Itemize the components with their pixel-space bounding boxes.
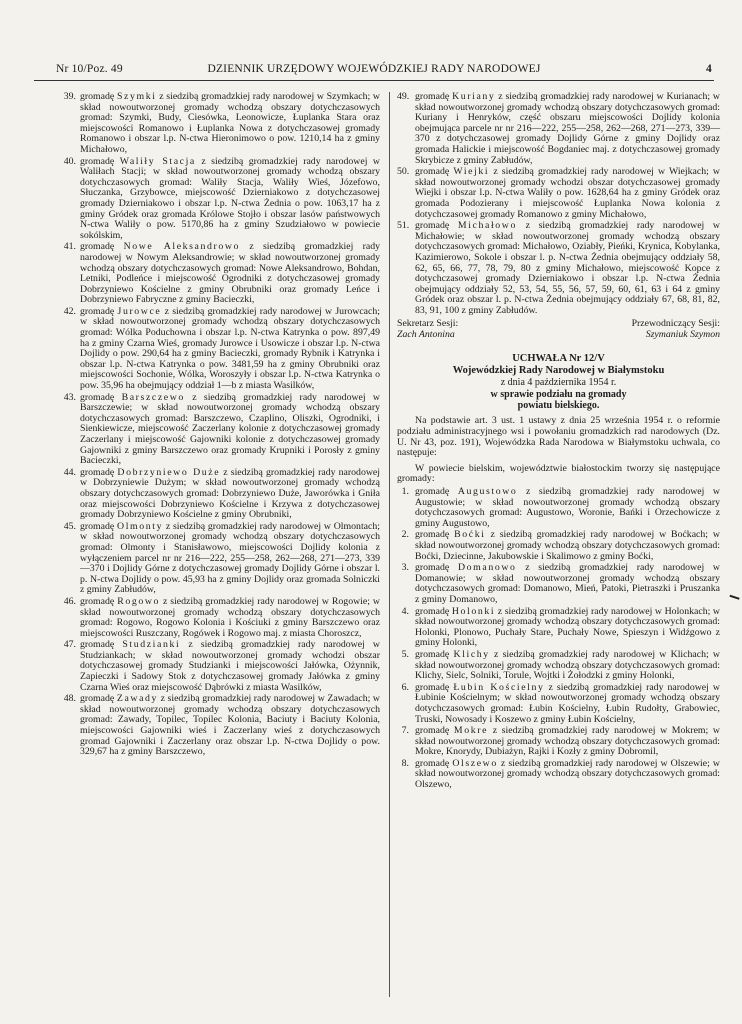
list-item xyxy=(54,307,380,392)
list-item xyxy=(54,157,380,242)
item-number: 5. xyxy=(401,648,409,660)
journal-title: DZIENNIK URZĘDOWY WOJEWÓDZKIEJ RADY NARODOWEJ xyxy=(207,63,541,75)
resolution-subtitle: Wojewódzkiej Rady Narodowej w Białymstoku xyxy=(452,365,665,377)
item-prefix: gromadę xyxy=(415,605,452,617)
secretary-signature xyxy=(397,319,458,340)
item-number: 40. xyxy=(63,155,76,167)
item-text: z siedzibą gromadzkiej rady narodowej w Kurianach; w skład nowoutworzonej gromady wchodzą obszary dotychczasowych gromad: Kuriany i Henryków, część obszaru miejscowości Dojlidy kolonia obejmująca parcele nr nr 216—222, 255—258, 262—268, 271—273, 339—370 z dotychczasowej gromady Dojlidy Górne z gminy Dojlidy oraz gromada Halickie i miejscowość Bogdaniec maj. z dotychczasowej gromady Skrybicze z gminy Zabłudów, xyxy=(415,91,720,166)
resolution-topic-line1: w sprawie podziału na gromady xyxy=(490,389,627,401)
gromada-name: Olmonty xyxy=(117,520,164,532)
item-number: 51. xyxy=(397,220,410,232)
gromada-name: Zawady xyxy=(116,693,159,705)
gromada-name: Rogowo xyxy=(117,595,161,607)
item-text: z siedzibą gromadzkiej rady narodowej w Klichach; w skład nowoutworzonej gromady wchodzą obszary dotychczasowych gromad: Klichy, Sielc, Solniki, Torule, Wojtki i Żołodzki z gminy Holonki, xyxy=(415,648,720,682)
item-text: z siedzibą gromadzkiej rady narodowej w Olszewie; w skład nowoutworzonej gromady wchodzą obszary dotychczasowych gromad: Olszewo, xyxy=(415,757,720,791)
chair-signature xyxy=(632,319,720,340)
issue-number: Nr 10/Poz. 49 xyxy=(56,63,123,75)
item-text: z siedzibą gromadzkiej rady narodowej w Waliłach Stacji; w skład nowoutworzonej gromady wchodzą obszary dotychczasowych gromad: Waliły Stacja, Waliły Wieś, Józefowo, Słuczanka, Grzybowce, miejscowość Dzierniakowo z dotychczasowej gromady Dzierniakowo i obszar l.p. N-ctwa Żednia o pow. 1063,17 ha z gminy Gródek oraz gromada Królowe Stojło i obszar lasów państwowych N-ctwa Waliły o pow. 5170,86 ha z gminy Szudziałowo w powiecie sokólskim, xyxy=(80,155,380,241)
list-item xyxy=(397,221,720,316)
secretary-title: Sekretarz Sesji: xyxy=(397,318,459,330)
item-text: z siedzibą gromadzkiej rady narodowej w Nowym Aleksandrowie; w skład nowoutworzonej gromady wchodzą obszary dotychczasowych gromad: Nowe Aleksandrowo, Bohdan, Letniki, Podleńce i miejscowość Ogrodniki z dotychczasowej gromady Dobrzyniewo Kościelne z gminy Obrubniki oraz gromady Leńce i Dobrzyniewo Fabryczne z gminy Bacieczki, xyxy=(80,241,380,306)
list-item xyxy=(54,92,380,156)
item-text: z siedzibą gromadzkiej rady narodowej w Wiejkach; w skład nowoutworzonej gromady wchodzi obszar dotychczasowej gromady Wiejki i obszar l.p. N-ctwa Waliły o pow. 1628,64 ha z gminy Gródek oraz gromada Podozierany i miejscowość Łuplanka Nowa kolonia z dotychczasowej gromady Romanowo z gminy Michałowo, xyxy=(415,166,720,220)
item-number: 50. xyxy=(397,166,410,178)
item-text: z siedzibą gromadzkiej rady narodowej w Szymkach; w skład nowoutworzonej gromady wchodzą obszary dotychczasowych gromad: Szymki, Budy, Ciesówka, Leonowicze, Łuplanka Stara oraz miejscowości Romanowo i Łuplanka Nowa z dotychczasowej gromady Romanowo i obszar l.p. N-ctwa Hieronimowo o pow. 1210,14 ha z gminy Michałowo, xyxy=(80,91,380,155)
item-prefix: gromadę xyxy=(80,241,124,253)
item-prefix: gromadę xyxy=(415,220,458,232)
item-text: z siedzibą gromadzkiej rady narodowej w Barszczewie; w skład nowoutworzonej gromady wchodzą obszary dotychczasowych gromad: Barszczewo, Czaplino, Oliszki, Ogrodniki, i Sienkiewicze, miejscowość Zaczerlany kolonie z dotychczasowej gromady Zaczerlany i miejscowość Gajowniki kolonie z dotychczasowej gromady Gajowniki z gminy Barszczewo oraz gromady Krupniki i Porosły z gminy Bacieczki, xyxy=(80,391,380,467)
signatures xyxy=(397,319,720,341)
item-prefix: gromadę xyxy=(415,757,453,769)
item-text: z siedzibą gromadzkiej rady narodowej w Rogowie; w skład nowoutworzonej gromady wchodzą obszary dotychczasowych gromad: Rogowo, Rogowo Kolonia i Kościuki z gminy Barszczewo oraz miejscowości Ruszczany, Rogówek i Rogowo maj. z miasta Choroszcz, xyxy=(80,595,380,639)
gromada-name: Studzianki xyxy=(122,639,181,651)
item-prefix: gromadę xyxy=(80,305,118,317)
item-text: z siedzibą gromadzkiej rady narodowej w Studziankach; w skład nowoutworzonej gromady wchodzi obszar dotychczasowej gromady Studzianki i miejscowości Jałówka, Ożynnik, Zapieczki i Sadowy Stok z dotychczasowej gromady Jałówka z gminy Czarna Wieś oraz miejscowość Dąbrówki z miasta Wasilków, xyxy=(80,639,380,693)
left-column xyxy=(54,92,380,759)
list-item xyxy=(397,92,720,166)
gromada-name: Barszczewo xyxy=(121,391,185,403)
resolution-paragraph-1: Na podstawie art. 3 ust. 1 ustawy z dnia 25 września 1954 r. o reformie podziału administracyjnego wsi i powołaniu gromadzkich rad narodowych (Dz. U. Nr 43, poz. 191), Wojewódzka Rada Narodowa w Białymstoku uchwala, co następuje: xyxy=(397,415,720,459)
item-number: 49. xyxy=(397,91,410,102)
item-number: 4. xyxy=(401,605,409,617)
gromada-name: Wiejki xyxy=(453,166,490,178)
item-prefix: gromadę xyxy=(80,91,117,102)
item-number: 3. xyxy=(401,562,409,574)
item-prefix: gromadę xyxy=(80,155,120,167)
gromada-name: Boćki xyxy=(454,529,486,541)
chair-name: Szymaniuk Szymon xyxy=(645,329,720,341)
scan-margin-mark xyxy=(726,595,739,610)
item-text: z siedzibą gromadzkiej rady narodowej w Augustowie; w skład nowoutworzonej gromady wchodzą obszary dotychczasowych gromad: Augustowo, Woronie, Bańki i Orzechowicze z gminy Augustowo, xyxy=(415,486,720,529)
list-item xyxy=(397,759,720,791)
list-item xyxy=(397,487,720,529)
item-number: 47. xyxy=(63,639,76,651)
list-item xyxy=(54,640,380,693)
gromada-name: Waliły Stacja xyxy=(119,155,196,167)
list-item xyxy=(397,563,720,605)
item-number: 48. xyxy=(63,693,76,705)
gromada-name: Łubin Kościelny xyxy=(453,681,545,693)
item-text: z siedzibą gromadzkiej rady narodowej w Mokrem; w skład nowoutworzonej gromady wchodzą obszary dotychczasowych gromad: Mokre, Knorydy, Dubiażyn, Rajki i Kozły z gminy Dobromil, xyxy=(415,725,720,758)
resolution-paragraph-2: W powiecie bielskim, województwie białostockim tworzy się następujące gromady: xyxy=(397,462,720,485)
item-prefix: gromadę xyxy=(80,693,117,705)
item-prefix: gromadę xyxy=(415,562,458,574)
item-prefix: gromadę xyxy=(80,639,123,651)
item-prefix: gromadę xyxy=(415,486,458,498)
list-item xyxy=(397,167,720,220)
item-text: z siedzibą gromadzkiej rady narodowej w Łubinie Kościelnym; w skład nowoutworzonej gromady wchodzą obszary dotychczasowych gromad: Łubin Kościelny, Łubin Rudołty, Grabowiec, Truski, Nowosady i Koszewo z gminy Łubin Kościelny, xyxy=(415,681,720,725)
item-number: 43. xyxy=(63,391,76,403)
gromada-name: Jurowce xyxy=(117,305,162,317)
item-number: 1. xyxy=(401,486,409,498)
gromada-name: Olszewo xyxy=(452,757,498,769)
gromada-name: Szymki xyxy=(116,91,157,102)
page-header xyxy=(34,62,714,81)
list-item xyxy=(397,530,720,562)
gromada-name: Domanowo xyxy=(457,562,517,574)
item-text: z siedzibą gromadzkiej rady narodowej w Boćkach; w skład nowoutworzonej gromady wchodzą obszary dotychczasowych gromad: Boćki, Dziecinne, Jakubowskie i Skalimowo z gminy Boćki, xyxy=(415,529,720,562)
item-text: z siedzibą gromadzkiej rady narodowej w Olmontach; w skład nowoutworzonej gromady wchodzą obszary dotychczasowych gromad: Olmonty i Stanisławowo, miejscowości Dojlidy kolonia z wyłączeniem parcel nr nr 216—222, 255—258, 262—268, 271—273, 339—370 i Dojlidy Górne z dotychczasowej gromady Dojlidy Górne i obszar l. p. N-ctwa Dojlidy o pow. 45,93 ha z gminy Dojlidy oraz gromada Solniczki z gminy Zabłudów, xyxy=(80,520,380,596)
item-prefix: gromadę xyxy=(415,166,454,178)
list-item xyxy=(397,683,720,725)
item-text: z siedzibą gromadzkiej rady narodowej w Dobrzyniewie Dużym; w skład nowoutworzonej gromady wchodzą obszary dotychczasowych gromad: Dobrzyniewo Duże, Jaworówka i Gniła oraz miejscowości Dobrzyniewo Kościelne i Krzywa z dotychczasowej gromady Dobrzyniewo Kościelne z gminy Obrubniki, xyxy=(80,466,380,521)
gromada-name: Holonki xyxy=(451,605,496,617)
item-prefix: gromadę xyxy=(80,466,118,478)
item-prefix: gromadę xyxy=(80,595,118,607)
gromada-name: Kuriany xyxy=(452,91,496,102)
item-prefix: gromadę xyxy=(80,391,122,403)
item-number: 7. xyxy=(401,725,409,737)
list-item xyxy=(54,468,380,521)
list-item xyxy=(54,694,380,758)
item-number: 41. xyxy=(63,241,76,253)
resolution-topic-line2: powiatu bielskiego. xyxy=(517,400,600,412)
item-number: 8. xyxy=(401,757,409,769)
list-item xyxy=(54,522,380,596)
item-number: 46. xyxy=(63,595,76,607)
list-item xyxy=(54,597,380,639)
list-item xyxy=(54,393,380,467)
item-text: z siedzibą gromadzkiej rady narodowej w Domanowie; w skład nowoutworzonej gromady wchodzą obszary dotychczasowych gromad: Domanowo, Mień, Patoki, Pietraszki i Pruszanka z gminy Domanowo, xyxy=(415,562,720,605)
item-prefix: gromadę xyxy=(415,529,455,541)
list-item xyxy=(54,242,380,306)
item-prefix: gromadę xyxy=(415,648,454,660)
item-text: z siedzibą gromadzkiej rady narodowej w Holonkach; w skład nowoutworzonej gromady wchodzą obszary dotychczasowych gromad: Holonki, Plonowo, Puchały Stare, Puchały Nowe, Spieszyn i Widźgowo z gminy Holonki, xyxy=(415,605,720,649)
gromada-name: Klichy xyxy=(453,648,490,660)
chair-title: Przewodniczący Sesji: xyxy=(631,318,720,330)
left-item-list xyxy=(54,92,380,758)
item-number: 42. xyxy=(63,305,76,317)
right-column xyxy=(397,92,720,792)
item-number: 2. xyxy=(401,529,409,541)
list-item xyxy=(397,607,720,649)
gromada-name: Mokre xyxy=(453,725,489,737)
item-number: 39. xyxy=(63,91,76,102)
column-divider xyxy=(389,92,390,997)
gromada-name: Nowe Aleksandrowo xyxy=(123,241,241,253)
page-number: 4 xyxy=(706,63,712,75)
gromada-name: Dobrzyniewo Duże xyxy=(117,466,221,478)
item-prefix: gromadę xyxy=(415,725,454,737)
list-item xyxy=(397,726,720,758)
item-prefix: gromadę xyxy=(415,91,453,102)
secretary-name: Zach Antonina xyxy=(397,329,455,341)
item-prefix: gromadę xyxy=(80,520,118,532)
item-number: 45. xyxy=(63,520,76,532)
resolution-title: UCHWAŁA Nr 12/V xyxy=(512,353,605,365)
item-number: 6. xyxy=(401,681,409,693)
item-prefix: gromadę xyxy=(415,681,454,693)
item-text: z siedzibą gromadzkiej rady narodowej w Michałowie; w skład nowoutworzonej gromady wchodzą obszary dotychczasowych gromad: Michałowo, Oziabły, Pieńki, Krynica, Kobylanka, Kazimierowo, Sokole i obszar l. p. N-ctwa Żednia obejmujący oddziały 58, 62, 65, 66, 77, 78, 79, 80 z gminy Michałowo, miejscowość Kopce z dotychczasowej gromady Dzierniakowo i obszar l.p. N-ctwa Żednia obejmujący oddziały 52, 53, 54, 55, 56, 57, 59, 60, 61, 63 i 64 z gminy Gródek oraz obszar l. p. N-ctwa Żednia obejmujący oddziały 67, 68, 81, 82, 83, 91, 100 z gminy Zabłudów. xyxy=(415,220,720,316)
item-text: z siedzibą gromadzkiej rady narodowej w Zawadach; w skład nowoutworzonej gromady wchodzą obszary dotychczasowych gromad: Zawady, Topilec, Topilec Kolonia, Baciuty i Baciuty Kolonia, miejscowości Gajowniki wieś i Zaczerlany wieś z dotychczasowych gromad Gajowniki i Zaczerlany oraz obszar l.p. N-ctwa Dojlidy o pow. 329,67 ha z gminy Barszczewo, xyxy=(80,693,380,758)
right-item-list-top xyxy=(397,92,720,316)
gromada-name: Michałowo xyxy=(457,220,517,232)
list-item xyxy=(397,650,720,682)
gromada-name: Augustowo xyxy=(457,486,518,498)
resolution-date: z dnia 4 października 1954 r. xyxy=(500,377,617,389)
item-text: z siedzibą gromadzkiej rady narodowej w Jurowcach; w skład nowoutworzonej gromady wchodzą obszary dotychczasowych gromad: Wólka Poduchowna i obszar l.p. N-ctwa Katrynka o pow. 897,49 ha z gminy Czarna Wieś, gromady Jurowce i Usowicze i obszar l.p. N-ctwa Dojlidy o pow. 290,64 ha z gminy Bacieczki, gromady Rybnik i Katrynka i obszar l.p. N-ctwa Katrynka o pow. 3481,59 ha z gminy Obrubniki oraz miejscowości Sochonie, Wólka, Woroszyły i obszar l.p. N-ctwa Katrynka o pow. 35,96 ha obejmujący oddział 1—b z miasta Wasilków, xyxy=(80,305,380,392)
item-number: 44. xyxy=(63,466,76,478)
right-item-list-bottom xyxy=(397,487,720,791)
